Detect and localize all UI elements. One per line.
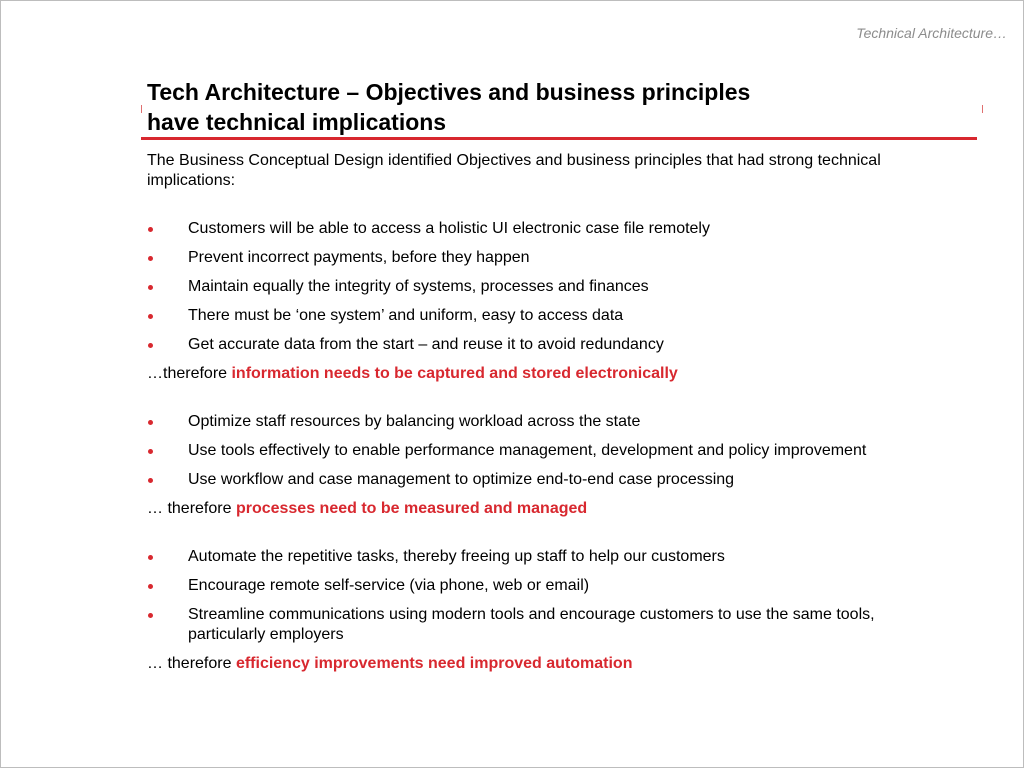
conclusion-2 [147, 499, 947, 519]
conclusion-prefix: … therefore [147, 500, 236, 517]
header-caption: Technical Architecture… [856, 25, 1007, 41]
bullet-item: There must be ‘one system’ and uniform, easy to access data [147, 306, 947, 326]
bullet-item: Automate the repetitive tasks, thereby freeing up staff to help our customers [147, 547, 947, 567]
slide-title-line-1: Tech Architecture – Objectives and business principles [147, 79, 751, 105]
conclusion-emphasis: efficiency improvements need improved automation [235, 655, 633, 672]
title-right-tick [982, 105, 983, 113]
slide-body [147, 151, 947, 702]
slide-title [147, 77, 947, 137]
conclusion-3 [147, 654, 947, 674]
intro-paragraph: The Business Conceptual Design identified Objectives and business principles that had strong technical implications: [147, 152, 881, 189]
slide-title-line-2: have technical implications [147, 109, 447, 135]
bullet-item: Optimize staff resources by balancing workload across the state [147, 412, 947, 432]
title-underline [141, 137, 977, 140]
bullet-item: Get accurate data from the start – and reuse it to avoid redundancy [147, 335, 947, 355]
title-left-tick [141, 105, 142, 113]
conclusion-prefix: …therefore [147, 365, 232, 382]
bullet-item: Streamline communications using modern tools and encourage customers to use the same tools, particularly employers [147, 605, 947, 645]
conclusion-emphasis: information needs to be captured and stored electronically [231, 365, 678, 382]
bullet-item: Customers will be able to access a holistic UI electronic case file remotely [147, 219, 947, 239]
conclusion-1 [147, 364, 947, 384]
bullet-item: Encourage remote self-service (via phone, web or email) [147, 576, 947, 596]
bullet-item: Maintain equally the integrity of systems, processes and finances [147, 277, 947, 297]
bullet-list-1 [147, 219, 947, 355]
bullet-list-2 [147, 412, 947, 490]
conclusion-prefix: … therefore [147, 655, 236, 672]
bullet-item: Use tools effectively to enable performance management, development and policy improvement [147, 441, 947, 461]
conclusion-emphasis: processes need to be measured and managed [235, 500, 588, 517]
bullet-list-3 [147, 547, 947, 645]
bullet-item: Prevent incorrect payments, before they happen [147, 248, 947, 268]
bullet-item: Use workflow and case management to optimize end-to-end case processing [147, 470, 947, 490]
